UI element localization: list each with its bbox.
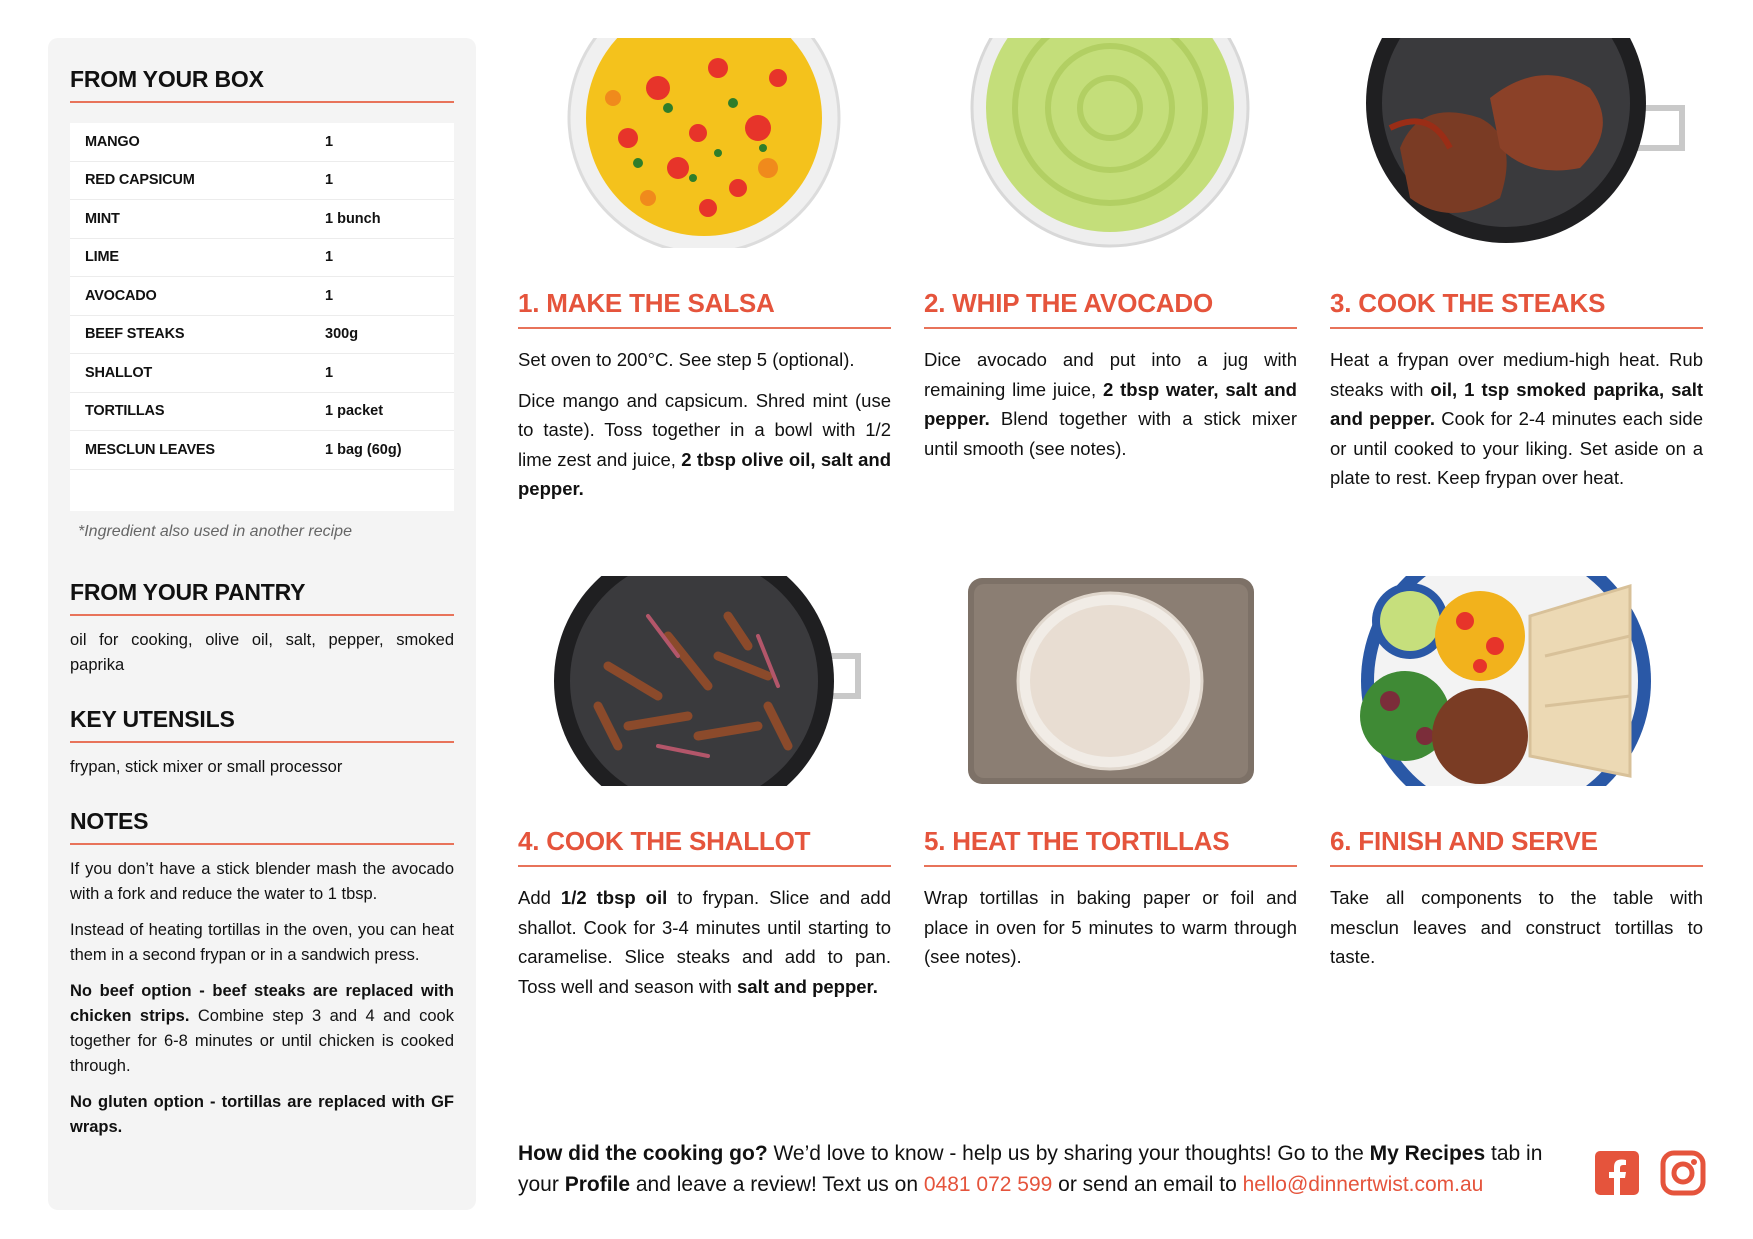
note-2: Instead of heating tortillas in the oven, you can heat them in a second frypan or in a sandwich press. (70, 921, 454, 964)
my-recipes-link[interactable]: My Recipes (1369, 1142, 1486, 1165)
ingredient-row (70, 354, 454, 393)
ingredient-name: LIME (85, 249, 119, 266)
ingredient-note: *Ingredient also used in another recipe (78, 523, 352, 540)
serving-plate-image (1330, 576, 1703, 786)
step-1-p2-text: Dice mango and capsicum. Shred mint (use to taste). Toss together in a bowl with 1/2 lime zest and juice, (518, 389, 891, 470)
ingredient-name: TORTILLAS (85, 403, 165, 420)
facebook-icon[interactable] (1594, 1150, 1640, 1196)
footer-text-4: or send an email to (1052, 1173, 1243, 1196)
note-4-bold: No gluten option - tortillas are replaced with GF wraps. (70, 1093, 454, 1136)
step-6-title: 6. FINISH AND SERVE (1330, 826, 1703, 867)
step-3-p1 (1330, 345, 1703, 493)
step-2 (924, 38, 1297, 474)
step-3-text-c: Cook for 2-4 minutes each side or until cooked to your liking. Set aside on a plate to rest. Keep frypan over heat. (1330, 408, 1703, 488)
step-1-p2-bold: 2 tbsp olive oil, salt and pepper. (518, 448, 892, 499)
step-4-text-c: to frypan. Slice and add shallot. Cook for 3-4 minutes until starting to caramelise. Slice steaks and add to pan. Toss well and season with (518, 887, 891, 997)
step-6 (1330, 576, 1703, 983)
ingredient-row (70, 393, 454, 432)
ingredient-row (70, 123, 454, 162)
step-4-bold-b: 1/2 tbsp oil (560, 887, 668, 908)
step-2-bold: 2 tbsp water, salt and pepper. (924, 378, 1297, 429)
ingredient-qty: 1 bunch (325, 210, 381, 227)
ingredient-qty: 1 (325, 287, 334, 304)
step-3-body (1330, 345, 1703, 493)
step-3-title: 3. COOK THE STEAKS (1330, 288, 1703, 329)
step-3-text-a: Heat a frypan over medium-high heat. Rub steaks with (1330, 349, 1703, 400)
ingredient-name: MANGO (85, 133, 140, 150)
ingredient-qty: 1 (325, 133, 334, 150)
step-2-text-a: Dice avocado and put into a jug with remaining lime juice, (924, 349, 1297, 400)
note-1: If you don’t have a stick blender mash the avocado with a fork and reduce the water to 1 tbsp. (70, 860, 454, 903)
utensils-text: frypan, stick mixer or small processor (70, 758, 343, 776)
ingredient-row (70, 316, 454, 355)
profile-link[interactable]: Profile (564, 1173, 631, 1196)
ingredient-table (70, 123, 454, 511)
tortillas-photo (924, 576, 1297, 786)
ingredient-qty: 1 packet (325, 403, 384, 420)
salsa-bowl-image (518, 38, 891, 248)
shallot-pan-image (518, 576, 891, 786)
step-4-p1 (518, 883, 891, 1001)
step-2-body (924, 345, 1297, 463)
ingredient-qty: 1 bag (60g) (325, 441, 402, 458)
step-2-text-c: Blend together with a stick mixer until smooth (see notes). (924, 408, 1297, 459)
step-4-title: 4. COOK THE SHALLOT (518, 826, 891, 867)
note-3-rest: Combine step 3 and 4 and cook together for 6-8 minutes or until chicken is cooked through. (70, 1007, 454, 1075)
utensils-heading: KEY UTENSILS (70, 706, 454, 743)
step-5-title: 5. HEAT THE TORTILLAS (924, 826, 1297, 867)
note-3 (70, 979, 454, 1079)
footer-text-1: We’d love to know - help us by sharing your thoughts! Go to the (767, 1142, 1370, 1165)
step-4 (518, 576, 891, 1012)
box-heading: FROM YOUR BOX (70, 66, 454, 103)
ingredient-row (70, 239, 454, 278)
step-1-p1: Set oven to 200°C. See step 5 (optional). (518, 349, 855, 370)
ingredient-name: MESCLUN LEAVES (85, 441, 215, 458)
ingredient-name: BEEF STEAKS (85, 326, 185, 343)
utensils-section (70, 706, 454, 780)
avocado-photo (924, 38, 1297, 248)
step-5-p1: Wrap tortillas in baking paper or foil and place in oven for 5 minutes to warm through (see notes). (924, 887, 1297, 967)
notes-heading: NOTES (70, 808, 454, 845)
notes-section (70, 808, 454, 1140)
steaks-pan-image (1330, 38, 1703, 248)
step-4-body (518, 883, 891, 1001)
ingredient-qty: 1 (325, 172, 334, 189)
step-5-body (924, 883, 1297, 972)
step-6-body (1330, 883, 1703, 972)
step-4-bold-d: salt and pepper. (737, 975, 878, 997)
ingredient-row (70, 277, 454, 316)
notes-text (70, 857, 454, 1140)
ingredient-qty: 1 (325, 249, 334, 266)
tortillas-tray-image (924, 576, 1297, 786)
serve-photo (1330, 576, 1703, 786)
step-5 (924, 576, 1297, 983)
pantry-text: oil for cooking, olive oil, salt, pepper, smoked paprika (70, 631, 454, 674)
steaks-photo (1330, 38, 1703, 248)
email-link[interactable]: hello@dinnertwist.com.au (1242, 1173, 1484, 1196)
ingredient-qty: 1 (325, 364, 334, 381)
step-1-title: 1. MAKE THE SALSA (518, 288, 891, 329)
ingredient-name: SHALLOT (85, 364, 153, 381)
step-4-text-a: Add (518, 887, 561, 908)
footer-question: How did the cooking go? (518, 1142, 768, 1165)
ingredient-row (70, 162, 454, 201)
step-2-title: 2. WHIP THE AVOCADO (924, 288, 1297, 329)
shallot-photo (518, 576, 891, 786)
step-1-p2 (518, 386, 891, 504)
step-2-p1 (924, 345, 1297, 463)
footer-text-2: tab in your (518, 1142, 1543, 1196)
pantry-section (70, 579, 454, 678)
ingredient-name: MINT (85, 210, 120, 227)
salsa-photo (518, 38, 891, 248)
step-3-bold: oil, 1 tsp smoked paprika, salt and pepper. (1330, 378, 1703, 429)
ingredient-row (70, 431, 454, 470)
ingredients-sidebar (48, 38, 476, 1210)
ingredient-name: AVOCADO (85, 287, 157, 304)
avocado-bowl-image (924, 38, 1297, 248)
ingredient-row (70, 200, 454, 239)
step-1-body (518, 345, 891, 504)
footer-text-3: and leave a review! Text us on (630, 1173, 924, 1196)
ingredient-qty: 300g (325, 326, 359, 343)
phone-link[interactable]: 0481 072 599 (923, 1173, 1053, 1196)
step-3 (1330, 38, 1703, 504)
feedback-footer (518, 1138, 1578, 1200)
instagram-icon[interactable] (1660, 1150, 1706, 1196)
note-3-bold: No beef option - beef steaks are replaced with chicken strips. (70, 982, 454, 1025)
pantry-heading: FROM YOUR PANTRY (70, 579, 454, 616)
step-1 (518, 38, 891, 515)
step-6-p1: Take all components to the table with mesclun leaves and construct tortillas to taste. (1330, 887, 1703, 967)
ingredient-name: RED CAPSICUM (85, 172, 195, 189)
note-4 (70, 1090, 454, 1140)
